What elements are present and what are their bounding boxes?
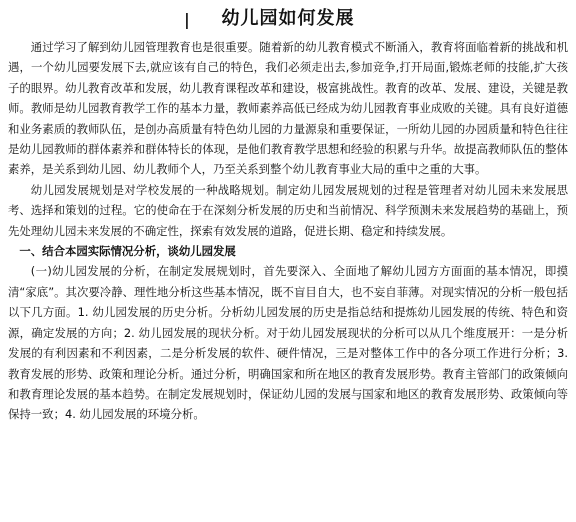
document-body <box>8 37 568 425</box>
analysis-paragraph: (一)幼儿园发展的分析，在制定发展规划时，首先要深入、全面地了解幼儿园方方面面的基本情况，即摸清“家底”。其次要冷静、理性地分析这些基本情况，既不盲目自大，也不妄自菲薄。对现实情况的分析一般包括以下几方面。1. 幼儿园发展的历史分析。分析幼儿园发展的历史是指总结和提炼幼儿园发展的传统、特色和资源，确定发展的方向；2. 幼儿园发展的现状分析。对于幼儿园发展现状的分析可以从几个维度展开：一是分析发展的有利因素和不利因素，二是分析发展的软件、硬件情况，三是对整体工作中的各分项工作进行分析；3. 教育发展的形势、政策和理论分析。通过分析，明确国家和所在地区的教育发展形势。教育主管部门的政策倾向和教育理论发展的基本趋势。在制定发展规划时，保证幼儿园的发展与国家和地区的教育发展形势、政策倾向等保持一致；4. 幼儿园发展的环境分析。 <box>8 264 568 422</box>
document-title: 幼儿园如何发展 <box>221 8 355 29</box>
planning-paragraph: 幼儿园发展规划是对学校发展的一种战略规划。制定幼儿园发展规划的过程是管理者对幼儿园未来发展思考、选择和策划的过程。它的使命在于在深刻分析发展的历史和当前情况、科学预测未来发展趋势的基础上，预先处理幼儿园未来发展的不确定性，探索有效发展的道路，促进长期、稳定和持续发展。 <box>8 182 568 238</box>
text-cursor: | <box>184 10 190 29</box>
intro-paragraph: 通过学习了解到幼儿园管理教育也是很重要。随着新的幼儿教育模式不断涌入，教育将面临着新的挑战和机遇，一个幼儿园要发展下去,就应该有自己的特色，我们必须走出去,参加竞争,打开局面,锻炼老师的技能,扩大孩子的眼界。幼儿教育改革和发展，幼儿教育课程改革和建设，极富挑战性。教育的改革、发展、建设，关键是教师。教师是幼儿园教育教学工作的基本力量，教师素养高低已经成为幼儿园教育事业成败的关键。具有良好道德和业务素质的教师队伍，是创办高质量有特色幼儿园的力量源泉和重要保证，一所幼儿园的办园质量和特色往往是幼儿园教师的群体素养和群体特长的体现，是他们教育教学思想和经验的积累与升华。故提高教师队伍的整体素养，是关系到幼儿园、幼儿教师个人，乃至关系到整个幼儿教育事业大局的重中之重的大事。 <box>8 40 568 177</box>
section-heading: 一、结合本园实际情况分析，谈幼儿园发展 <box>19 244 236 259</box>
